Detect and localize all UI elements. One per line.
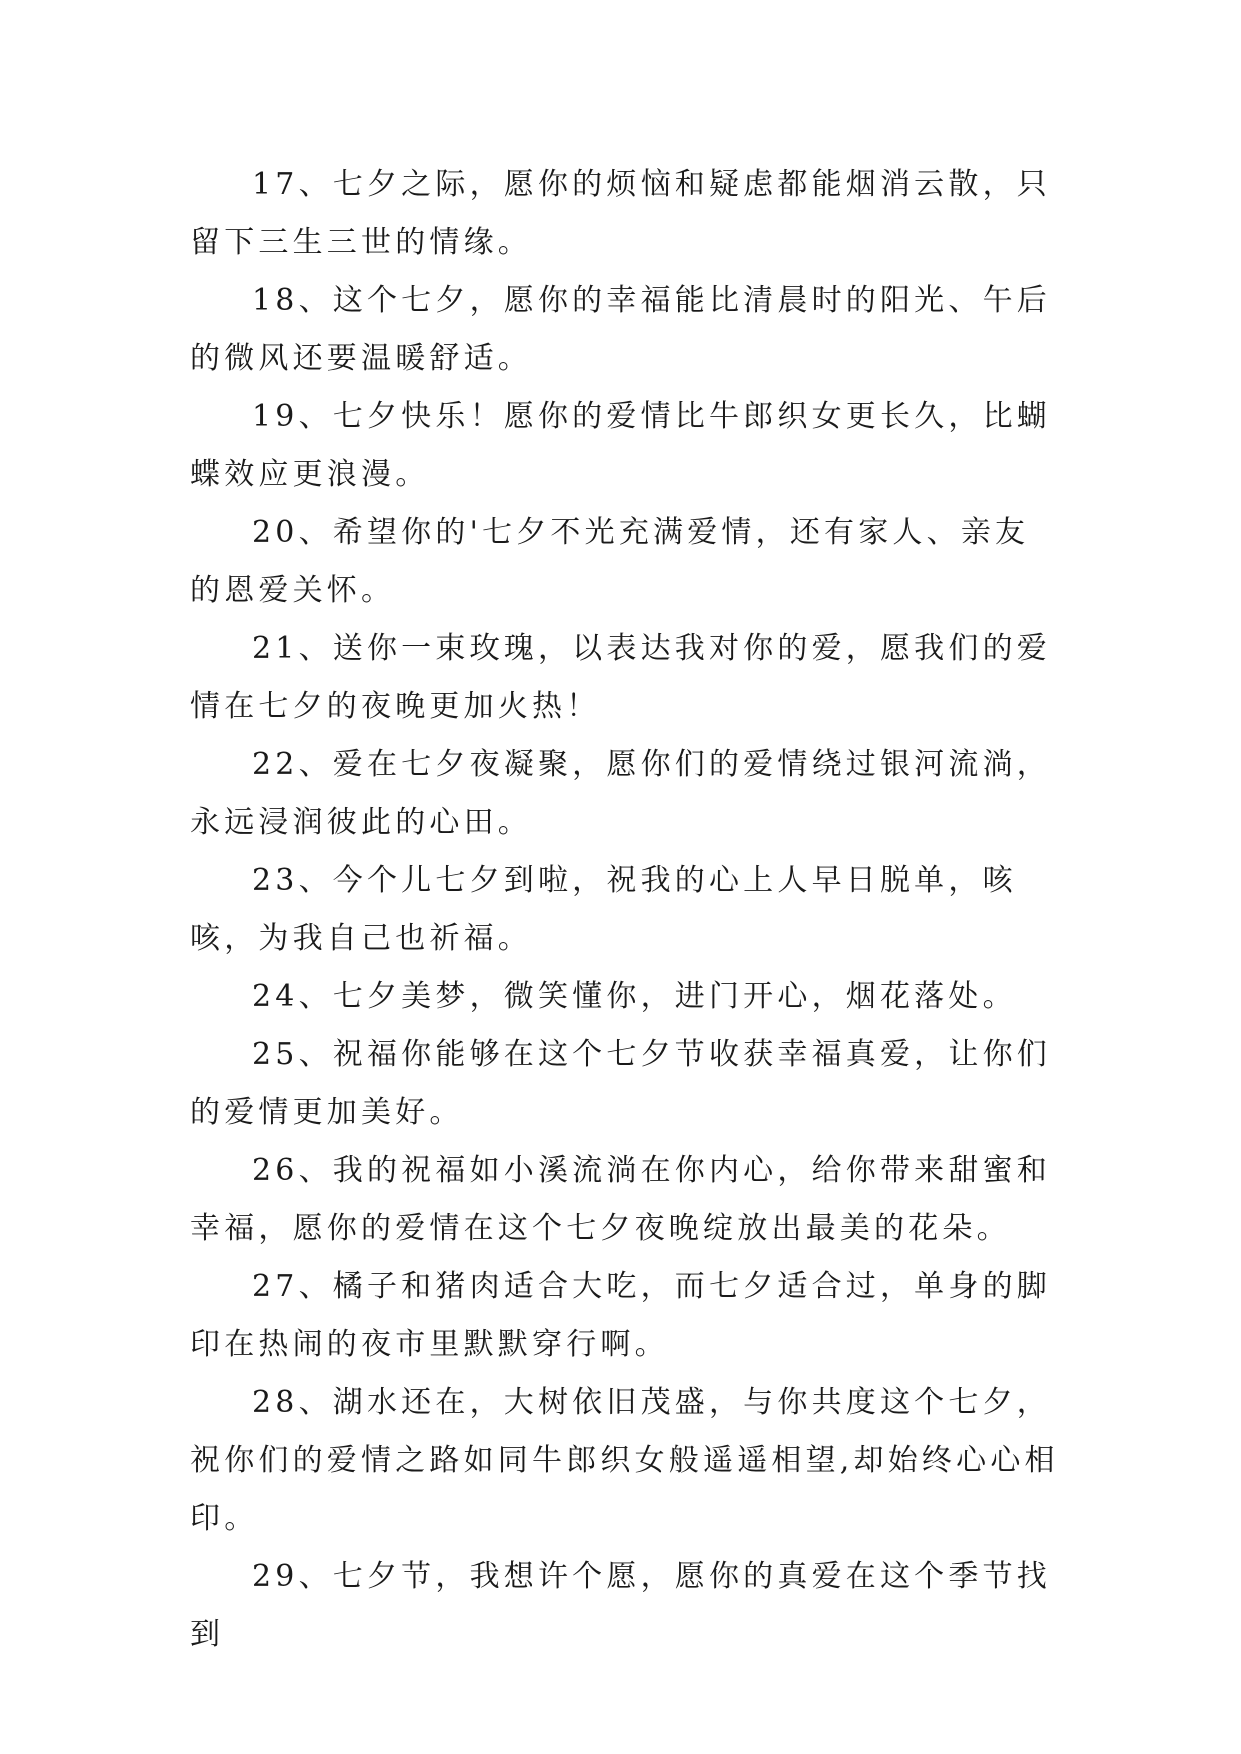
paragraph-27: 27、橘子和猪肉适合大吃，而七夕适合过，单身的脚印在热闹的夜市里默默穿行啊。: [190, 1269, 1051, 1362]
paragraph-28: 28、湖水还在，大树依旧茂盛，与你共度这个七夕，祝你们的爱情之路如同牛郎织女般遥遥相望,却始终心心相印。: [190, 1385, 1059, 1536]
paragraph-23: 23、今个儿七夕到啦，祝我的心上人早日脱单，咳咳，为我自己也祈福。: [190, 863, 1017, 956]
document-body: [190, 156, 1060, 1664]
paragraph-21: 21、送你一束玫瑰，以表达我对你的爱，愿我们的爱情在七夕的夜晚更加火热！: [190, 631, 1051, 724]
paragraph-29: 29、七夕节，我想许个愿，愿你的真爱在这个季节找到: [190, 1559, 1051, 1652]
paragraph-18: 18、这个七夕，愿你的幸福能比清晨时的阳光、午后的微风还要温暖舒适。: [190, 283, 1051, 376]
paragraph-17: 17、七夕之际，愿你的烦恼和疑虑都能烟消云散，只留下三生三世的情缘。: [190, 167, 1051, 260]
paragraph-24: 24、七夕美梦，微笑懂你，进门开心，烟花落处。: [252, 979, 1017, 1014]
paragraph-20: 20、希望你的'七夕不光充满爱情，还有家人、亲友的恩爱关怀。: [190, 515, 1030, 608]
paragraph-25: 25、祝福你能够在这个七夕节收获幸福真爱，让你们的爱情更加美好。: [190, 1037, 1051, 1130]
paragraph-19: 19、七夕快乐！愿你的爱情比牛郎织女更长久，比蝴蝶效应更浪漫。: [190, 399, 1051, 492]
paragraph-22: 22、爱在七夕夜凝聚，愿你们的爱情绕过银河流淌，永远浸润彼此的心田。: [190, 747, 1051, 840]
paragraph-26: 26、我的祝福如小溪流淌在你内心，给你带来甜蜜和幸福，愿你的爱情在这个七夕夜晚绽放出最美的花朵。: [190, 1153, 1051, 1246]
